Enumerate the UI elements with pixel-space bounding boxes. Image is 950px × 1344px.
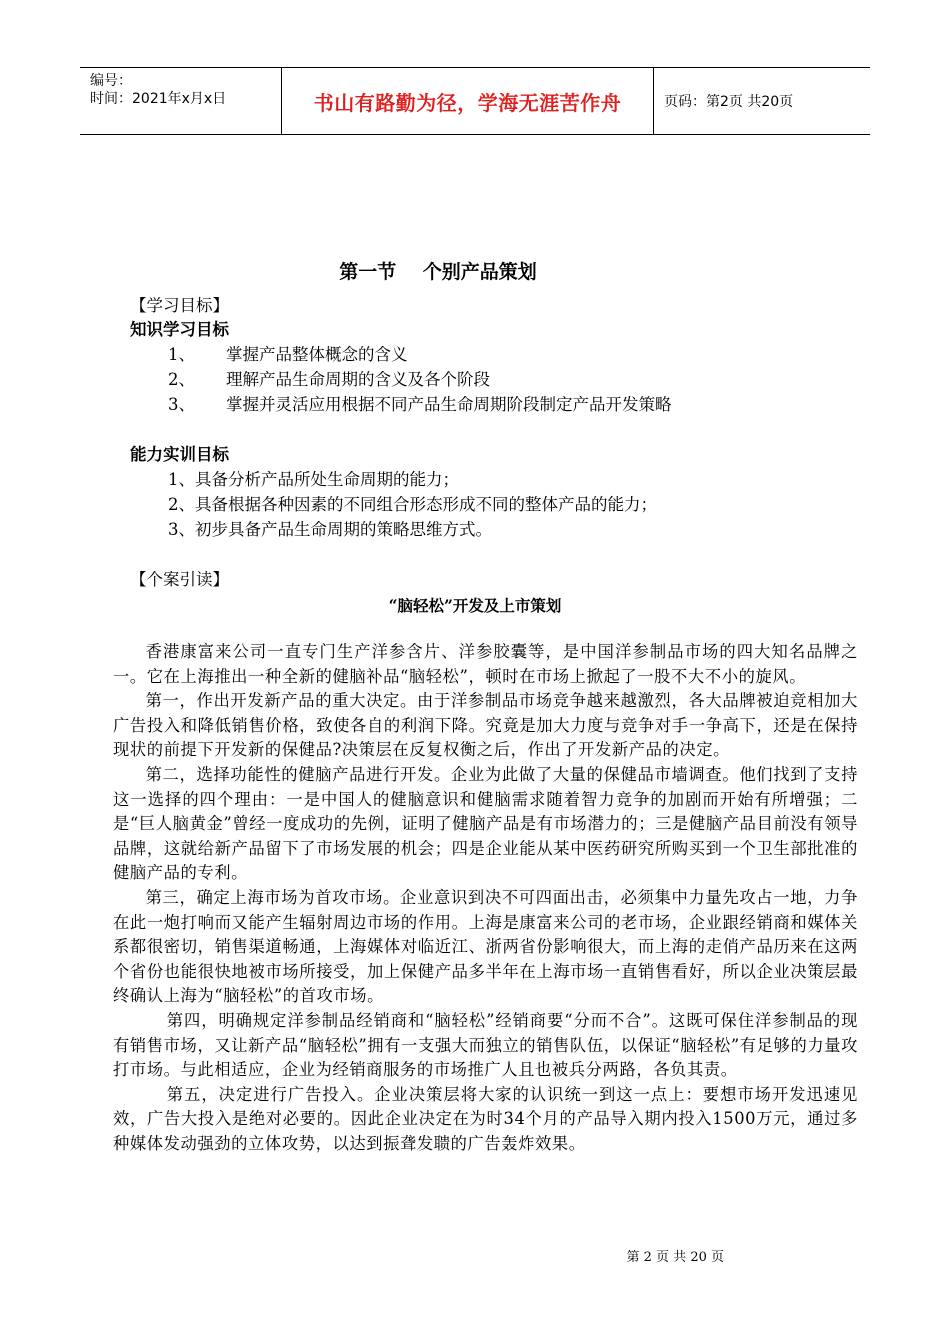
knowledge-goal-text: 理解产品生命周期的含义及各个阶段 — [226, 370, 490, 389]
case-paragraph: 第四，明确规定洋参制品经销商和“脑轻松”经销商要“分而不合”。这既可保住洋参制品的现有销售市场，又让新产品“脑轻松”拥有一支强大而独立的销售队伍，以保证“脑轻松”有足够的力量攻打市场。与此相适应，企业为经销商服务的市场推广人且也被兵分两路，各负其责。 — [113, 1010, 858, 1080]
case-paragraph: 香港康富来公司一直专门生产洋参含片、洋参胶囊等，是中国洋参制品市场的四大知名品牌之一。它在上海推出一种全新的健脑补品“脑轻松”，顿时在市场上掀起了一股不大不小的旋风。 — [113, 642, 858, 686]
header-date: 时间：2021年x月x日 — [90, 91, 227, 107]
knowledge-goal-num: 2、 — [168, 370, 195, 389]
learning-goals-heading: 【学习目标】 — [130, 296, 229, 315]
ability-goal-item: 2、具备根据各种因素的不同组合形态形成不同的整体产品的能力； — [168, 495, 657, 514]
ability-goals-title: 能力实训目标 — [130, 445, 229, 464]
knowledge-goal-text: 掌握产品整体概念的含义 — [226, 345, 408, 364]
section-title: 第一节 个别产品策划 — [339, 261, 537, 283]
knowledge-goal-num: 1、 — [168, 345, 195, 364]
header-page-info: 页码：第2页 共20页 — [664, 94, 794, 110]
case-paragraph: 第一，作出开发新产品的重大决定。由于洋参制品市场竞争越来越激烈，各大品牌被迫竞相加大广告投入和降低销售价格，致使各自的利润下降。究竟是加大力度与竞争对手一争高下，还是在保持现状的前提下开发新的保健品?决策层在反复权衡之后，作出了开发新产品的决定。 — [113, 691, 858, 760]
knowledge-goals-title: 知识学习目标 — [130, 320, 229, 339]
ability-goal-item: 1、具备分析产品所处生命周期的能力； — [168, 470, 459, 489]
header-meta — [80, 68, 282, 134]
case-paragraph: 第五，决定进行广告投入。企业决策层将大家的认识统一到这一点上：要想市场开发迅速见效，广告大投入是绝对必要的。因此企业决定在为时34个月的产品导入期内投入1500万元，通过多种媒体发动强劲的立体攻势，以达到振聋发聩的广告轰炸效果。 — [113, 1084, 858, 1153]
knowledge-goal-num: 3、 — [168, 395, 195, 414]
ability-goal-item: 3、初步具备产品生命周期的策略思维方式。 — [168, 520, 492, 539]
header-motto: 书山有路勤为径，学海无涯苦作舟 — [282, 68, 654, 134]
case-title: “脑轻松”开发及上市策划 — [388, 596, 562, 615]
case-paragraph: 第三，确定上海市场为首攻市场。企业意识到决不可四面出击，必须集中力量先攻占一地，力争在此一炮打响而又能产生辐射周边市场的作用。上海是康富来公司的老市场，企业跟经销商和媒体关系都很密切，销售渠道畅通，上海媒体对临近江、浙两省份影响很大，而上海的走俏产品历来在这两个省份也能很快地被市场所接受，加上保健产品多半年在上海市场一直销售看好，所以企业决策层最终确认上海为“脑轻松”的首攻市场。 — [113, 887, 858, 1006]
case-heading: 【个案引读】 — [130, 570, 229, 589]
header-number-label: 编号： — [90, 73, 132, 89]
page-header — [80, 67, 870, 135]
page-footer: 第 2 页 共 20 页 — [626, 1250, 724, 1265]
case-body — [113, 640, 858, 1156]
case-paragraph: 第二，选择功能性的健脑产品进行开发。企业为此做了大量的保健品市墙调查。他们找到了支持这一选择的四个理由：一是中国人的健脑意识和健脑需求随着智力竞争的加剧而开始有所增强；二是“巨人脑黄金”曾经一度成功的先例，证明了健脑产品是有市场潜力的；三是健脑产品目前没有领导品牌，这就给新产品留下了市场发展的机会；四是企业能从某中医药研究所购买到一个卫生部批准的健脑产品的专利。 — [113, 764, 858, 883]
knowledge-goal-text: 掌握并灵活应用根据不同产品生命周期阶段制定产品开发策略 — [226, 395, 672, 414]
